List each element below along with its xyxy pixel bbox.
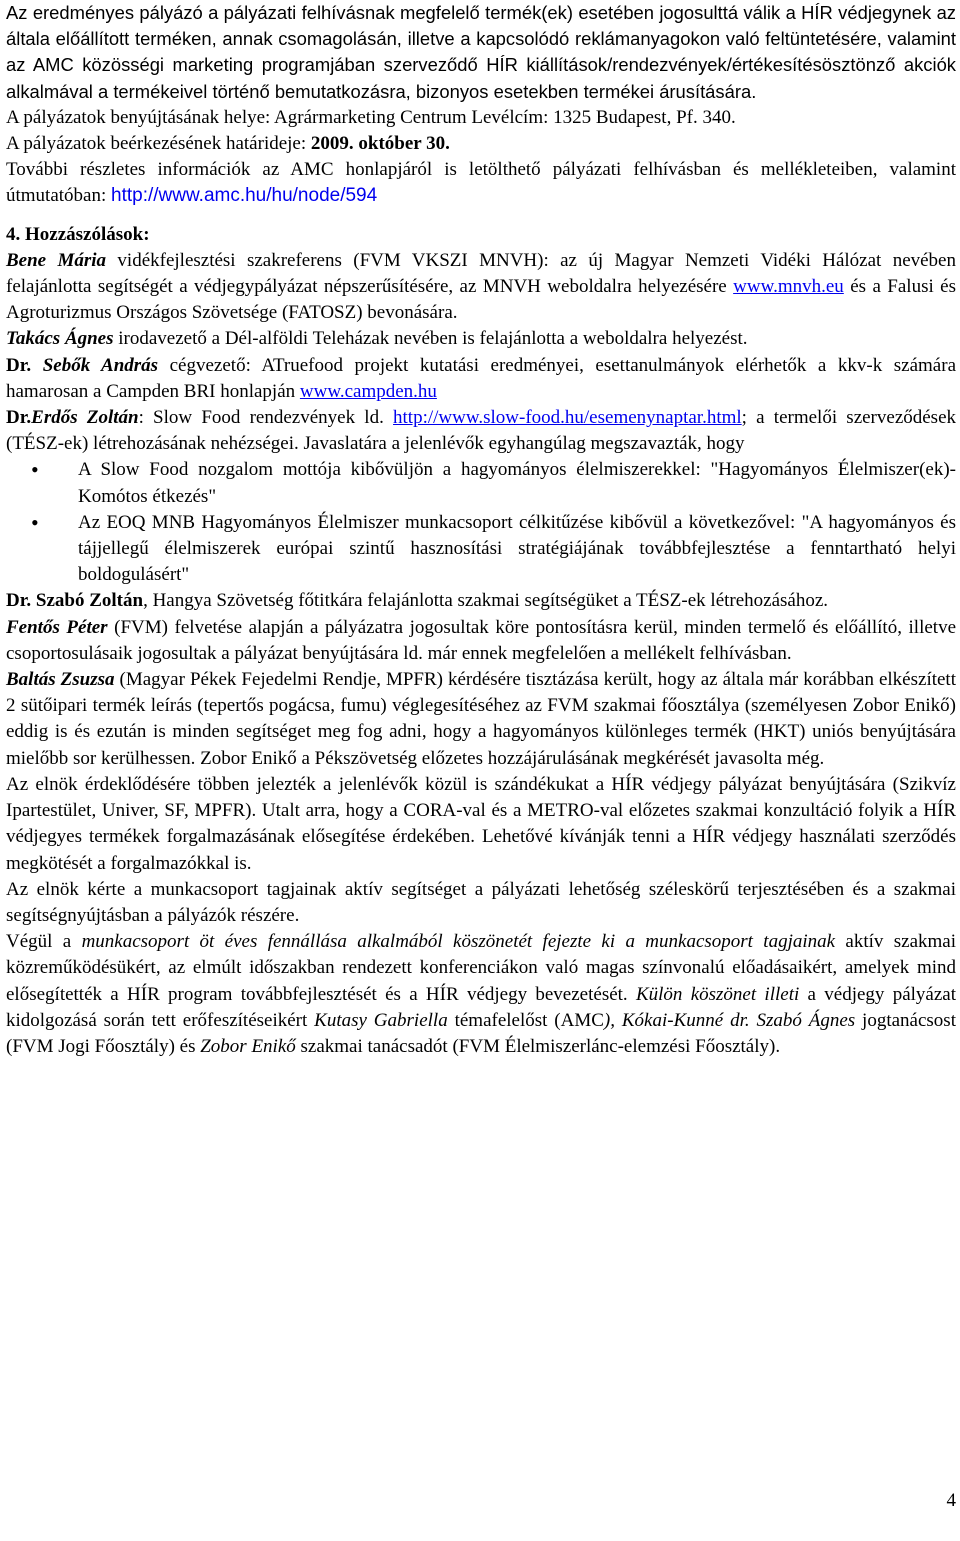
speaker-title: Dr. — [6, 354, 43, 376]
closing-italic: munkacsoport öt éves fennállása alkalmából köszönetét fejezte ki a munkacsoport tagjainak — [81, 931, 836, 953]
comment-szabo — [6, 588, 956, 614]
closing-italic: ), Kókai-Kunné dr. Szabó Ágnes — [603, 1009, 856, 1031]
closing-italic: Kutasy Gabriella — [314, 1009, 448, 1031]
speaker-title: Dr. — [6, 407, 32, 429]
heading-text: 4. Hozzászólások: — [6, 223, 150, 245]
document-page — [6, 0, 956, 1060]
comment-baltas — [6, 667, 956, 772]
deadline-value: 2009. október 30. — [310, 133, 450, 155]
closing-text: Végül a — [6, 931, 82, 953]
comment-fentos — [6, 615, 956, 667]
closing-italic: Külön köszönet illeti — [635, 983, 800, 1005]
campden-link[interactable]: www.campden.hu — [299, 380, 437, 402]
page-number: 4 — [946, 1490, 956, 1511]
closing-text: jogtanácsost (FVM Jogi Főosztály) és — [6, 1009, 956, 1057]
more-info-paragraph — [6, 157, 956, 209]
proposal-list — [6, 457, 956, 588]
speaker-name: Dr. Szabó Zoltán — [6, 590, 144, 612]
comment-text: , Hangya Szövetség főtitkára felajánlotta szakmai segítségüket a TÉSZ-ek létrehozásához. — [143, 590, 829, 612]
closing-text: aktív szakmai közreműködésükért, az elmúlt időszakban rendezett konferenciákon való magas színvonalú előadásaikért, amelyek mind elősegítették a HÍR program továbbfejlesztését és a HÍR védjegy bevezetését. — [6, 931, 957, 1005]
slowfood-link[interactable]: http://www.slow-food.hu/esemenynaptar.html — [393, 407, 742, 429]
comment-sebok — [6, 353, 956, 405]
closing-text: témafelelőst (AMC — [447, 1009, 604, 1031]
comment-text: (Magyar Pékek Fejedelmi Rendje, MPFR) kérdésére tisztázása került, hogy az általa már korábban elkészített 2 sütőipari termék leírás (tepertős pogácsa, fumu) véglegesítéséhez az FVM szakmai főosztálya (személyesen Zobor Enikő) eddig is és ezután is minden segítséget meg fog adni, hogy a hagyományos különleges termék (HKT) uniós benyújtására mielőbb sor kerülhessen. Zobor Enikő a Pékszövetség előzetes hozzájárulásának megkérését javasolta még. — [6, 669, 956, 769]
closing-text: a védjegy pályázat kidolgozásá során tett erőfeszítéseikért — [6, 983, 956, 1031]
more-info-text: További részletes információk az AMC honlapjáról is letölthető pályázati felhívásban és mellékleteiben, valamint útmutatóban: — [6, 159, 956, 207]
deadline-label: A pályázatok beérkezésének határideje: — [6, 133, 311, 155]
speaker-name: Bene Mária — [6, 249, 107, 271]
intro-paragraph: Az eredményes pályázó a pályázati felhívásnak megfelelő termék(ek) esetében jogosulttá válik a HÍR védjegynek az általa előállított terméken, annak csomagolásán, illetve a kapcsolódó reklámanyagokon való feltüntetésére, valamint az AMC közösségi marketing programjában szerveződő HÍR kiállítások/rendezvények/értékesítésösztönző akciók alkalmával a termékeivel történő bemutatkozásra, bizonyos esetekben termékei árusítására. — [6, 2, 956, 102]
list-item: • A Slow Food nozgalom mottója kibővüljön a hagyományos élelmiszerekkel: "Hagyományos Élelmiszer(ek)- Komótos étkezés" — [78, 457, 956, 509]
submission-place: A pályázatok benyújtásának helye: Agrármarketing Centrum Levélcím: 1325 Budapest, Pf. 340. — [6, 106, 736, 128]
comment-text: ; a termelői szerveződések (TÉSZ-ek) létrehozásának nehézségei. Javaslatára a jelenlévők egyhangúlag megszavazták, hogy — [6, 407, 957, 455]
comment-text: (FVM) felvetése alapján a pályázatra jogosultak köre pontosításra kerül, minden termelő és előállító, illetve csoportosulásaik jogosultak a pályázat benyújtására ld. már ennek megfelelően a mellékelt felhívásban. — [6, 616, 956, 664]
speaker-name: Fentős Péter — [6, 616, 108, 638]
comment-text: cégvezető: ATruefood projekt kutatási eredményei, esettanulmányok elérhetők a kkv-k számára hamarosan a Campden BRI honlapján — [6, 354, 956, 402]
comment-text: és a Falusi és Agroturizmus Országos Szövetsége (FATOSZ) bevonására. — [6, 276, 956, 324]
comment-bene — [6, 248, 956, 327]
comment-takacs — [6, 326, 956, 352]
chair-paragraph-1: Az elnök érdeklődésére többen jelezték a jelenlévők közül is szándékukat a HÍR védjegy pályázat benyújtására (Szikvíz Ipartestület, Univer, SF, MPFR). Utalt arra, hogy a CORA-val és a METRO-val előzetes szakmai konzultáció folyik a HÍR védjegyes termékek forgalmazásának elősegítése érdekében. Lehetővé kívánják tenni a HÍR védjegy használati szerződés megkötését a forgalmazókkal is. — [6, 773, 956, 874]
comment-text: irodavezető a Dél-alföldi Teleházak nevében is felajánlotta a weboldalra helyezést. — [113, 328, 748, 350]
closing-text: szakmai tanácsadót (FVM Élelmiszerlánc-elemzési Főosztály). — [295, 1035, 781, 1057]
closing-paragraph — [6, 929, 956, 1060]
speaker-name: Takács Ágnes — [6, 328, 114, 350]
section-heading — [6, 222, 956, 248]
deadline-paragraph — [6, 131, 956, 157]
comment-erdos — [6, 405, 956, 457]
comment-text: vidékfejlesztési szakreferens (FVM VKSZI MNVH): az új Magyar Nemzeti Vidéki Hálózat nevében felajánlotta segítségét a védjegypályázat népszerűsítésére, az MNVH weboldalra helyezésére — [6, 249, 956, 298]
mnvh-link[interactable]: www.mnvh.eu — [733, 276, 844, 298]
comment-text: : Slow Food rendezvények ld. — [138, 407, 394, 429]
speaker-name: Erdős Zoltán — [31, 407, 139, 429]
speaker-name: Sebők András — [42, 354, 159, 376]
closing-italic: Zobor Enikő — [200, 1035, 296, 1057]
chair-paragraph-2: Az elnök kérte a munkacsoport tagjainak aktív segítséget a pályázati lehetőség széleskörű terjesztésében és a szakmai segítségnyújtásban a pályázók részére. — [6, 878, 956, 926]
speaker-name: Baltás Zsuzsa — [6, 669, 115, 691]
list-item: • Az EOQ MNB Hagyományos Élelmiszer munkacsoport célkitűzése kibővül a következővel: "A hagyományos és tájjellegű élelmiszerek európai szintű hasznosítási stratégiájának továbbfejlesztése a fenntartható helyi boldogulásért" — [78, 510, 956, 589]
amc-link[interactable]: http://www.amc.hu/hu/node/594 — [111, 185, 378, 207]
